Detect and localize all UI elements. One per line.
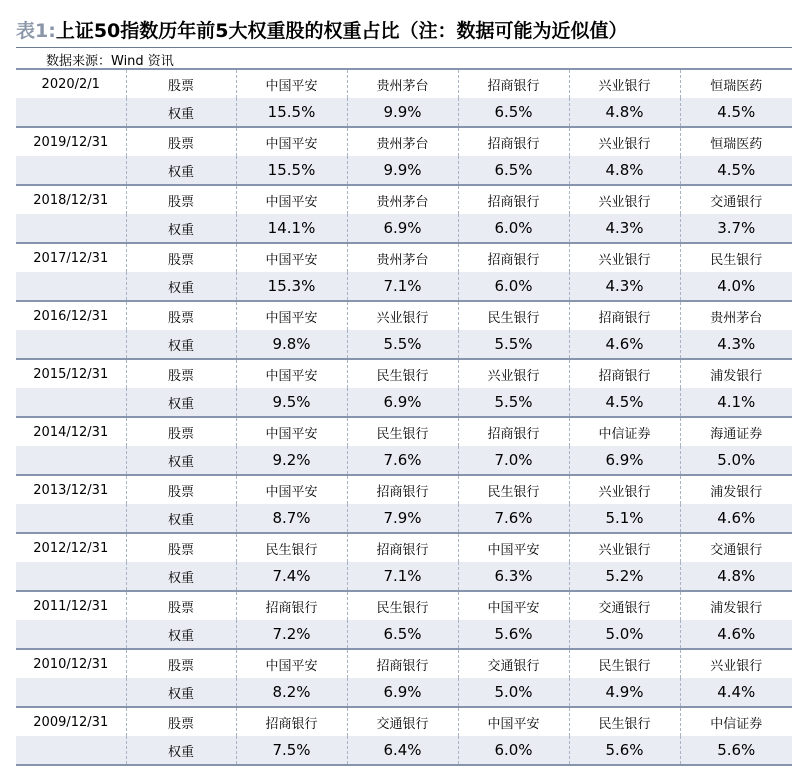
table-title [16, 13, 628, 45]
stock-cell: 民生银行 [347, 417, 458, 446]
row-label-stock: 股票 [126, 127, 236, 156]
weights-table [16, 68, 792, 766]
weight-cell: 6.5% [458, 156, 569, 185]
weight-cell: 5.6% [569, 736, 680, 765]
weight-cell: 9.8% [236, 330, 347, 359]
table-row-weights [16, 504, 792, 533]
table-row-weights [16, 330, 792, 359]
weight-cell: 4.8% [680, 562, 792, 591]
weight-cell: 5.0% [458, 678, 569, 707]
stock-cell: 贵州茅台 [347, 69, 458, 98]
weight-cell: 4.6% [680, 504, 792, 533]
weight-cell: 4.0% [680, 272, 792, 301]
table-row-stocks [16, 243, 792, 272]
stock-cell: 中国平安 [236, 69, 347, 98]
stock-cell: 恒瑞医药 [680, 69, 792, 98]
weight-cell: 5.5% [347, 330, 458, 359]
stock-cell: 贵州茅台 [347, 243, 458, 272]
stock-cell: 中国平安 [236, 649, 347, 678]
stock-cell: 浦发银行 [680, 359, 792, 388]
stock-cell: 中国平安 [458, 533, 569, 562]
date-cell: 2016/12/31 [16, 301, 126, 330]
weight-cell: 6.9% [347, 678, 458, 707]
stock-cell: 招商银行 [458, 127, 569, 156]
row-label-weight: 权重 [126, 214, 236, 243]
row-label-weight: 权重 [126, 330, 236, 359]
row-label-weight: 权重 [126, 736, 236, 765]
weight-cell: 7.9% [347, 504, 458, 533]
stock-cell: 贵州茅台 [347, 127, 458, 156]
stock-cell: 浦发银行 [680, 591, 792, 620]
stock-cell: 中国平安 [236, 243, 347, 272]
weight-cell: 7.2% [236, 620, 347, 649]
row-label-weight: 权重 [126, 620, 236, 649]
stock-cell: 贵州茅台 [680, 301, 792, 330]
weight-cell: 9.9% [347, 98, 458, 127]
stock-cell: 交通银行 [347, 707, 458, 736]
date-cell: 2013/12/31 [16, 475, 126, 504]
stock-cell: 兴业银行 [680, 649, 792, 678]
row-label-weight: 权重 [126, 504, 236, 533]
weight-cell: 4.6% [680, 620, 792, 649]
row-label-weight: 权重 [126, 388, 236, 417]
row-label-weight: 权重 [126, 98, 236, 127]
stock-cell: 交通银行 [680, 185, 792, 214]
stock-cell: 贵州茅台 [347, 185, 458, 214]
stock-cell: 中国平安 [458, 707, 569, 736]
stock-cell: 兴业银行 [569, 127, 680, 156]
date-cell: 2017/12/31 [16, 243, 126, 272]
row-label-stock: 股票 [126, 243, 236, 272]
weight-cell: 4.4% [680, 678, 792, 707]
row-label-stock: 股票 [126, 649, 236, 678]
row-label-stock: 股票 [126, 591, 236, 620]
weight-cell: 5.0% [680, 446, 792, 475]
stock-cell: 民生银行 [458, 301, 569, 330]
table-row-stocks [16, 127, 792, 156]
stock-cell: 中信证券 [569, 417, 680, 446]
date-cell: 2010/12/31 [16, 649, 126, 678]
stock-cell: 交通银行 [680, 533, 792, 562]
row-label-stock: 股票 [126, 417, 236, 446]
table-row-stocks [16, 707, 792, 736]
row-label-weight: 权重 [126, 446, 236, 475]
stock-cell: 招商银行 [458, 417, 569, 446]
table-caption: 上证50指数历年前5大权重股的权重占比（注：数据可能为近似值） [55, 19, 628, 42]
weight-cell: 4.3% [569, 272, 680, 301]
row-label-weight: 权重 [126, 156, 236, 185]
stock-cell: 招商银行 [347, 475, 458, 504]
weight-cell: 15.5% [236, 98, 347, 127]
stock-cell: 民生银行 [569, 707, 680, 736]
weight-cell: 7.1% [347, 272, 458, 301]
row-label-weight: 权重 [126, 678, 236, 707]
weight-cell: 6.5% [458, 98, 569, 127]
weight-cell: 8.2% [236, 678, 347, 707]
table-row-weights [16, 388, 792, 417]
row-label-stock: 股票 [126, 185, 236, 214]
date-cell-empty [16, 214, 126, 243]
weight-cell: 5.6% [458, 620, 569, 649]
row-label-stock: 股票 [126, 359, 236, 388]
table-row-stocks [16, 185, 792, 214]
stock-cell: 浦发银行 [680, 475, 792, 504]
date-cell: 2020/2/1 [16, 69, 126, 98]
stock-cell: 民生银行 [680, 243, 792, 272]
table-row-weights [16, 620, 792, 649]
date-cell-empty [16, 446, 126, 475]
stock-cell: 民生银行 [347, 359, 458, 388]
stock-cell: 中国平安 [236, 417, 347, 446]
weight-cell: 5.2% [569, 562, 680, 591]
stock-cell: 招商银行 [569, 301, 680, 330]
date-cell: 2011/12/31 [16, 591, 126, 620]
table-row-weights [16, 736, 792, 765]
table-row-stocks [16, 417, 792, 446]
weight-cell: 4.8% [569, 156, 680, 185]
stock-cell: 招商银行 [236, 591, 347, 620]
weights-table-body [16, 69, 792, 765]
stock-cell: 民生银行 [236, 533, 347, 562]
date-cell-empty [16, 562, 126, 591]
weight-cell: 5.0% [569, 620, 680, 649]
stock-cell: 中国平安 [236, 185, 347, 214]
stock-cell: 招商银行 [458, 69, 569, 98]
stock-cell: 民生银行 [347, 591, 458, 620]
title-underline [16, 47, 792, 48]
stock-cell: 兴业银行 [569, 475, 680, 504]
stock-cell: 兴业银行 [347, 301, 458, 330]
weight-cell: 4.9% [569, 678, 680, 707]
stock-cell: 兴业银行 [569, 243, 680, 272]
stock-cell: 中国平安 [458, 591, 569, 620]
weight-cell: 9.2% [236, 446, 347, 475]
stock-cell: 海通证券 [680, 417, 792, 446]
weight-cell: 15.3% [236, 272, 347, 301]
date-cell-empty [16, 98, 126, 127]
table-row-weights [16, 156, 792, 185]
date-cell: 2012/12/31 [16, 533, 126, 562]
table-row-stocks [16, 69, 792, 98]
stock-cell: 招商银行 [569, 359, 680, 388]
stock-cell: 兴业银行 [569, 185, 680, 214]
weight-cell: 6.4% [347, 736, 458, 765]
date-cell: 2015/12/31 [16, 359, 126, 388]
date-cell-empty [16, 736, 126, 765]
weight-cell: 7.5% [236, 736, 347, 765]
date-cell-empty [16, 272, 126, 301]
weight-cell: 9.9% [347, 156, 458, 185]
stock-cell: 中国平安 [236, 127, 347, 156]
table-row-weights [16, 272, 792, 301]
table-row-stocks [16, 301, 792, 330]
stock-cell: 中国平安 [236, 301, 347, 330]
row-label-weight: 权重 [126, 562, 236, 591]
table-row-weights [16, 446, 792, 475]
weight-cell: 7.1% [347, 562, 458, 591]
date-cell: 2018/12/31 [16, 185, 126, 214]
row-label-stock: 股票 [126, 707, 236, 736]
stock-cell: 兴业银行 [569, 69, 680, 98]
weight-cell: 4.3% [569, 214, 680, 243]
weight-cell: 6.9% [347, 388, 458, 417]
table-row-weights [16, 98, 792, 127]
stock-cell: 民生银行 [569, 649, 680, 678]
row-label-stock: 股票 [126, 533, 236, 562]
weight-cell: 4.5% [569, 388, 680, 417]
stock-cell: 中国平安 [236, 359, 347, 388]
stock-cell: 招商银行 [236, 707, 347, 736]
date-cell: 2019/12/31 [16, 127, 126, 156]
weight-cell: 4.5% [680, 98, 792, 127]
stock-cell: 招商银行 [347, 649, 458, 678]
weight-cell: 9.5% [236, 388, 347, 417]
date-cell: 2014/12/31 [16, 417, 126, 446]
table-row-stocks [16, 591, 792, 620]
stock-cell: 招商银行 [458, 185, 569, 214]
stock-cell: 民生银行 [458, 475, 569, 504]
date-cell-empty [16, 330, 126, 359]
stock-cell: 招商银行 [458, 243, 569, 272]
stock-cell: 恒瑞医药 [680, 127, 792, 156]
stock-cell: 交通银行 [569, 591, 680, 620]
date-cell-empty [16, 620, 126, 649]
stock-cell: 中国平安 [236, 475, 347, 504]
date-cell-empty [16, 156, 126, 185]
table-row-weights [16, 214, 792, 243]
weight-cell: 4.3% [680, 330, 792, 359]
table-row-stocks [16, 359, 792, 388]
weight-cell: 4.1% [680, 388, 792, 417]
weight-cell: 7.6% [458, 504, 569, 533]
weight-cell: 4.5% [680, 156, 792, 185]
data-source: 数据来源：Wind 资讯 [46, 54, 174, 69]
weight-cell: 4.8% [569, 98, 680, 127]
weight-cell: 5.5% [458, 330, 569, 359]
weight-cell: 3.7% [680, 214, 792, 243]
table-row-stocks [16, 649, 792, 678]
date-cell-empty [16, 504, 126, 533]
table-row-stocks [16, 533, 792, 562]
table-row-weights [16, 678, 792, 707]
stock-cell: 兴业银行 [569, 533, 680, 562]
table-number: 表1: [16, 19, 56, 42]
weight-cell: 5.1% [569, 504, 680, 533]
weight-cell: 7.6% [347, 446, 458, 475]
weight-cell: 6.0% [458, 736, 569, 765]
date-cell: 2009/12/31 [16, 707, 126, 736]
row-label-stock: 股票 [126, 69, 236, 98]
weight-cell: 6.3% [458, 562, 569, 591]
weight-cell: 5.6% [680, 736, 792, 765]
weight-cell: 8.7% [236, 504, 347, 533]
table-row-weights [16, 562, 792, 591]
stock-cell: 招商银行 [347, 533, 458, 562]
weight-cell: 6.9% [569, 446, 680, 475]
row-label-stock: 股票 [126, 301, 236, 330]
weight-cell: 4.6% [569, 330, 680, 359]
weight-cell: 7.0% [458, 446, 569, 475]
weight-cell: 7.4% [236, 562, 347, 591]
table-row-stocks [16, 475, 792, 504]
weight-cell: 5.5% [458, 388, 569, 417]
stock-cell: 兴业银行 [458, 359, 569, 388]
weight-cell: 6.0% [458, 214, 569, 243]
weight-cell: 6.9% [347, 214, 458, 243]
weight-cell: 6.5% [347, 620, 458, 649]
weight-cell: 15.5% [236, 156, 347, 185]
weight-cell: 14.1% [236, 214, 347, 243]
weight-cell: 6.0% [458, 272, 569, 301]
row-label-weight: 权重 [126, 272, 236, 301]
stock-cell: 中信证券 [680, 707, 792, 736]
row-label-stock: 股票 [126, 475, 236, 504]
stock-cell: 交通银行 [458, 649, 569, 678]
date-cell-empty [16, 388, 126, 417]
date-cell-empty [16, 678, 126, 707]
